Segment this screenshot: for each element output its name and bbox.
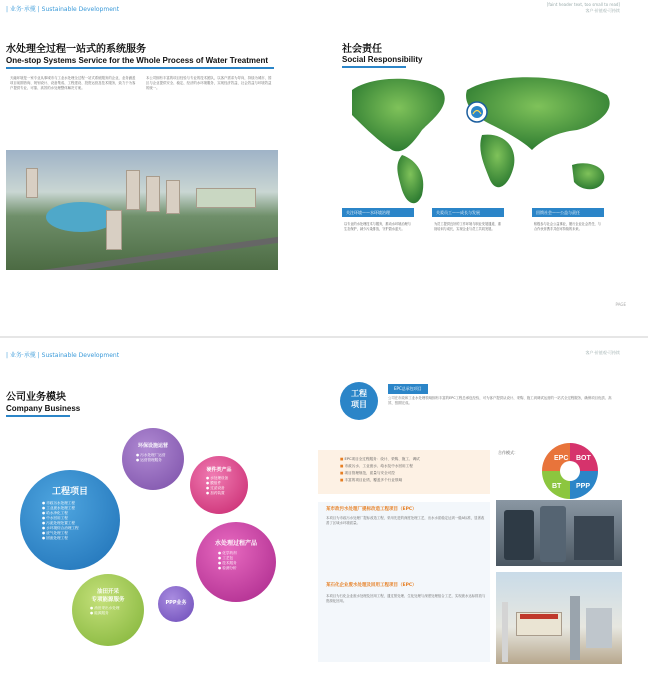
treatment-tanks: [196, 188, 256, 208]
cooperation-model-diagram: [522, 438, 618, 504]
case2-title: 某石化企业废水处理及回用工程项目（EPC）: [326, 583, 417, 588]
bubble-item: ● 污水处理厂运营: [136, 453, 166, 457]
bubble-item: ● 给水净化工程: [42, 511, 68, 515]
bubble-item: ● 固废处理工程: [42, 536, 68, 540]
bubble-item: ● 水环境综合治理工程: [42, 526, 79, 530]
industrial-equipment-photo: [496, 500, 622, 566]
bubble-item: ● 废气处理工程: [42, 531, 68, 535]
bubble-item: ● 工艺包: [218, 556, 234, 560]
bubble-item: ● 检测分析: [218, 566, 237, 570]
card-body-1: 以专业的水处理技术与服务，推动水环境治理与生态保护，减少污染排放，守护碧水蓝天。: [344, 222, 411, 231]
model-label-bt: BT: [552, 483, 562, 490]
bubble-item: ● 化学药剂: [218, 551, 237, 555]
model-label-bot: BOT: [576, 455, 591, 462]
engineering-block-badge: 工程 项目: [340, 382, 378, 420]
cooperation-label: 合作模式：: [498, 450, 518, 455]
bubble-item: ● 能源服务: [90, 611, 109, 615]
epc-intro: 公司在市政和工业水处理领域拥有丰富的EPC工程总承包经验，可为客户提供从设计、采购、施工到调试运营的一站式全过程服务，确保项目优质、高效、按期完成。: [388, 396, 612, 405]
business-title-en: Company Business: [6, 404, 81, 413]
bullet-item: ■ 市政污水、工业废水、给水及中水回用工程: [340, 463, 490, 470]
building: [126, 170, 140, 210]
bubble-title: 油田开采 专项能源服务: [91, 589, 125, 603]
model-label-epc: EPC: [554, 455, 569, 462]
page-title-zh: 水处理全过程一站式的系统服务: [6, 44, 146, 55]
bullet-item: ■ EPC项目全过程服务：设计、采购、施工、调试: [340, 456, 490, 463]
top-spread: [0, 0, 648, 337]
card-head-3: 回馈社会——公益与责任: [532, 208, 604, 217]
bubble-water-process-products: [196, 522, 276, 602]
water-plant-aerial-photo: [6, 150, 278, 270]
bottom-spread: [0, 338, 648, 675]
treatment-plant-photo: [496, 572, 622, 664]
bubble-title: 水处理过程产品: [214, 540, 257, 547]
bubble-title: PPP业务: [165, 600, 187, 606]
card-head-2: 关爱员工——成长与发展: [432, 208, 504, 217]
bullet-item: ■ 项目管理规范，质量与安全可控: [340, 470, 490, 477]
epc-tag: EPC总承包项目: [388, 384, 428, 394]
header-right: [547, 2, 620, 14]
bubble-item: ● 加药装置: [206, 491, 225, 495]
header-right: 客户·价值观·可持续: [585, 350, 620, 355]
header-left: | 业务·承揽 | Sustainable Development: [6, 352, 120, 359]
case1-title: 某市政污水处理厂提标改造工程项目（EPC）: [326, 507, 417, 512]
bubble-title: 硬件类产品: [206, 467, 232, 473]
business-title-zh: 公司业务模块: [6, 392, 66, 403]
bubble-item: ● 工业废水处理工程: [42, 506, 76, 510]
bubble-oilfield-energy: [72, 574, 144, 646]
social-title-zh: 社会责任: [342, 44, 382, 55]
header-right-line2: 客户·价值观·可持续: [585, 8, 620, 13]
bubble-item: ● 污泥处理处置工程: [42, 521, 76, 525]
building: [146, 176, 160, 212]
bubble-title: 环保设施运营: [137, 443, 168, 449]
case1-body: 本项目为市政污水处理厂提标改造工程，采用先进的深度处理工艺，出水水质稳定达到一级A标准，显著改善了区域水环境质量。: [326, 516, 485, 525]
bubble-ppp-business: [158, 586, 194, 622]
page-title-en: One-stop Systems Service for the Whole Process of Water Treatment: [6, 56, 268, 65]
header-right-line1: [faint header text, too small to read]: [546, 2, 620, 7]
bullet-item: ■ 丰富的项目业绩，覆盖多个行业领域: [340, 477, 490, 484]
bubble-item: ● 过滤设备: [206, 486, 225, 490]
intro-paragraph-2: 本公司拥有丰富的项目经验与专业的技术团队，以客户需求为导向，持续为城市、园区与企业提供安全、稳定、经济的水环境服务，实现经济效益、社会效益与环境效益的统一。: [146, 76, 272, 90]
bubble-facility-operations: [122, 428, 184, 490]
bubble-item: ● 技术服务: [218, 561, 237, 565]
social-underline: [342, 66, 406, 68]
bubble-hardware-products: [190, 456, 248, 514]
green-world-map-illustration: [332, 70, 622, 210]
bubble-item: ● 膜组件: [206, 481, 222, 485]
epc-bullet-list: [340, 456, 490, 484]
title-underline: [6, 67, 274, 69]
card-head-1: 关注环境——水环境治理: [342, 208, 414, 217]
bubble-engineering-projects: [20, 470, 120, 570]
card-body-3: 积极参与社会公益事业，履行企业社会责任，与合作伙伴携手共创可持续的未来。: [534, 222, 601, 231]
model-label-ppp: PPP: [576, 483, 591, 490]
bubble-item: ● 水处理设备: [206, 476, 229, 480]
page-number: PAGE: [615, 302, 626, 307]
road: [7, 233, 278, 270]
social-title-en: Social Responsibility: [342, 55, 423, 64]
building: [166, 180, 180, 214]
header-left: | 业务·承揽 | Sustainable Development: [6, 6, 120, 13]
case2-body: 本项目为石化企业废水处理及回用工程，通过预处理、生化处理与深度处理组合工艺，实现废水达标排放与资源化回用。: [326, 594, 486, 603]
bubble-item: ● 市政污水处理工程: [42, 501, 76, 505]
bubble-item: ● 中水回用工程: [42, 516, 68, 520]
intro-paragraph-1: 天融环境是一家专业从事城市与工业水处理全过程一站式系统服务的企业，业务涵盖项目前期咨询、规划设计、设备集成、工程建设、投资运营及技术服务，致力于为客户提供专业、可靠、高效的水处理整体解决方案。: [10, 76, 136, 90]
bubble-item: ● 运营管理服务: [136, 458, 162, 462]
card-body-2: 为员工提供良好的工作环境与职业发展通道，重视培训与成长，实现企业与员工共同发展。: [434, 222, 501, 231]
bubble-item: ● 油田采出水处理: [90, 606, 120, 610]
business-underline: [6, 415, 70, 417]
bubble-title: 工程项目: [51, 487, 88, 497]
building: [106, 210, 122, 250]
building: [26, 168, 38, 198]
